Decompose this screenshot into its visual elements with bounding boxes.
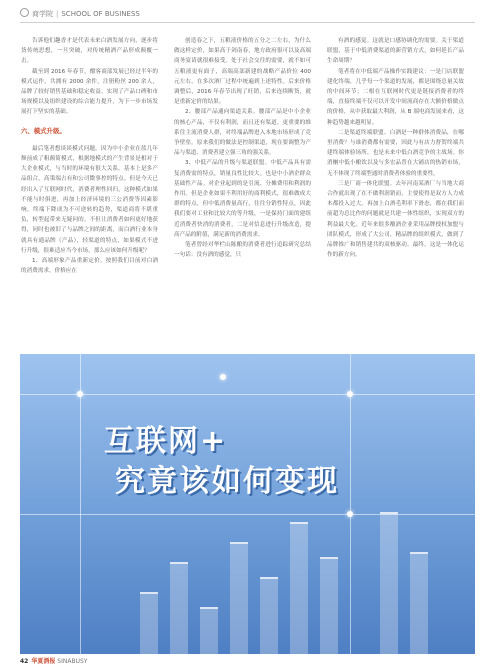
page-footer bbox=[20, 656, 87, 665]
article-column-3 bbox=[327, 36, 464, 260]
section-title: 商学院 bbox=[32, 10, 53, 18]
hero-title-line2: 究竟该如何变现 bbox=[115, 464, 339, 499]
hero-bar bbox=[200, 607, 218, 654]
hero-illustration bbox=[20, 354, 475, 654]
paragraph: 三是厂商一体化联盟。去年河南某酒厂与当地大商合作就出现了在不做利润销而，主要使得是双方人力成本都投入过大，再加上白酒毛利率下滑态，都在我们而前超为总比作的问题就是共建一体性组织，实现双方的利益最大化。近年来很多酿酒企业采用品牌授权加盟与团队模式，形成了大公司，精品牌的组织模式，做到了品牌推广和销售建共的双核驱动。最终，这是一体化运作的新方向。 bbox=[327, 180, 464, 259]
publication-name: 华夏酒报 bbox=[31, 658, 56, 665]
hero-title-line1: 互联网+ bbox=[104, 424, 228, 459]
hero-bar bbox=[170, 562, 188, 654]
paragraph: 笔者将在中低端产品操作实践建议：一是门店联盟建化终端，几乎每一个渠道的发展，都是围绕总量关故的中间环节；二根在互联网时代更是链接消费者的终端，直接终端不仅可以开发中间流商存在大额价格做点的价格，从中获取最大利润，从 B 端电商发展来看，这种趋势越来越明显。 bbox=[327, 68, 464, 126]
paragraph: 截至到 2016 年春节，酣客商部发展已经过半年的模式运作，共拥有 2000 余件，注册粉丝 200 余人，品牌了较好销售基础和稳定收益。实现了产品口碑和市场规模以及组织建设的综合能力提升，为下一步市场发展打下坚实的基础。 bbox=[21, 68, 158, 116]
network-line bbox=[80, 354, 81, 654]
paragraph: 2、腰部产品通向渠道关系。腰部产品是中小企业的核心产品，不仅有利润，而且还有渠道。更重要的维系住主流消费人群，对终端品牌进入本地市场形成了竞争壁垒。原来我们的做法是控制渠道，现在要调整为产品与渠道、消费者建立强三角的强关系。 bbox=[174, 109, 311, 157]
hero-bar bbox=[260, 577, 278, 654]
hero-bar bbox=[290, 522, 308, 654]
publication-name-en: SINABUSY bbox=[57, 658, 88, 665]
paragraph: 3、中低产品的升级与渠道联盟。中低产品具有需复消费需的特点，销量良性比较大。也是中小酒企群众基础性产品。对企业起到的是引流、分摊费用和利润的作用。但是企业如果不利用好的商利模式，很难做成大群的特点，但中低消费量高行，往往分销性特点，因此我们要对工业和比较大的等升级，一是保持门面的建组近消费者快消的消费者，二是对信息进行升级改造，提高产品的附值，满足新的消费需求。 bbox=[174, 160, 311, 238]
hero-bar bbox=[410, 552, 428, 654]
network-node bbox=[347, 391, 353, 397]
paragraph: 有酒的感觉。这就是口感协调化的需要。关于渠道联盟，基于中低消费渠道的新营销方式，如何延长产品生命周期？ bbox=[327, 38, 464, 65]
paragraph: 二是渠道终端联盟。白酒是一种群体消费品，在哪里消费？与谁消费都有需要，因此与有店力督贺终端共建终端体验场所，也是未来中低白酒竞争的主战场。你消酗中低小酿饮以及与多宏品普在大铺店的热销市场，无不体现了终端型通时消费者体验的重要性。 bbox=[327, 129, 464, 177]
hero-bar bbox=[380, 512, 398, 654]
network-node bbox=[77, 391, 83, 397]
section-title-en: SCHOOL OF BUSINESS bbox=[61, 10, 140, 18]
hero-bar bbox=[140, 592, 158, 654]
hero-bar bbox=[230, 542, 248, 654]
paragraph: 1、高端形象产品重新定价。按照我们目前对白酒的消费需求，价格应在 bbox=[21, 258, 158, 275]
network-line bbox=[350, 354, 351, 654]
article-column-1 bbox=[21, 36, 158, 276]
hero-bar bbox=[320, 557, 338, 654]
header-separator: | bbox=[56, 10, 59, 18]
network-line bbox=[20, 514, 475, 515]
network-line bbox=[20, 394, 475, 395]
article-column-2 bbox=[174, 36, 311, 260]
paragraph: 最后笔者想谈谈模式问题。因为中小企业在蓝几年颓前成了粗颠简模式，根据地模式的产生背景是相对于大企业模式，与当时的环境有很大关系。基本上是多产品组合，高策端占有和公司微事控的特点。但是今天已经出入了互联网时代，消费者理性回归，这种模式如果不能与时俱进，再加上经济环境的三公消费等因素影响，终端下降成为不可逆转的趋势，渠道商将不堪重负，转型起带来无疑问的。不但让消费者如何更好地获得，同时也被旧了与品牌之间的距离，而白酒行业本身就具有通品牌（产品），轻渠道的特点，如果模式不进行升级，很难适应当今市场，那么应该如何升级呢？ bbox=[21, 145, 158, 254]
network-node bbox=[347, 511, 353, 517]
section-heading: 六、模式升级。 bbox=[21, 126, 66, 135]
paragraph: 创造春之下，五粮液价格的五分之二左右，为什么做这样定价，如果高于剑南春，地方政府很可以及高端商务宴请就很难接受。处于社会交往的需要，就不如可五粮液更有面子，高端高部新建的战略产品价位 400 元左右，在多次酒厂过程中统遍到上述特性。后来价格调整后，2016 年春节出现了旺销，后来连续断货，就是重新定价的结果。 bbox=[174, 38, 311, 106]
network-node bbox=[220, 374, 226, 380]
paragraph: 笔者曾经对华栏山陈酿的消费者进行追踪研究总结一句话：没有酒的感觉，只 bbox=[174, 242, 311, 259]
page-header bbox=[20, 6, 475, 23]
section-logo-icon bbox=[20, 8, 29, 17]
paragraph: 告诉他们趣香才是代表未来白酒发展方向，逐步将货传统思想，一旦突破，对传统精酒产品形成颠覆一击。 bbox=[21, 38, 158, 65]
page-number: 42 bbox=[20, 658, 29, 665]
